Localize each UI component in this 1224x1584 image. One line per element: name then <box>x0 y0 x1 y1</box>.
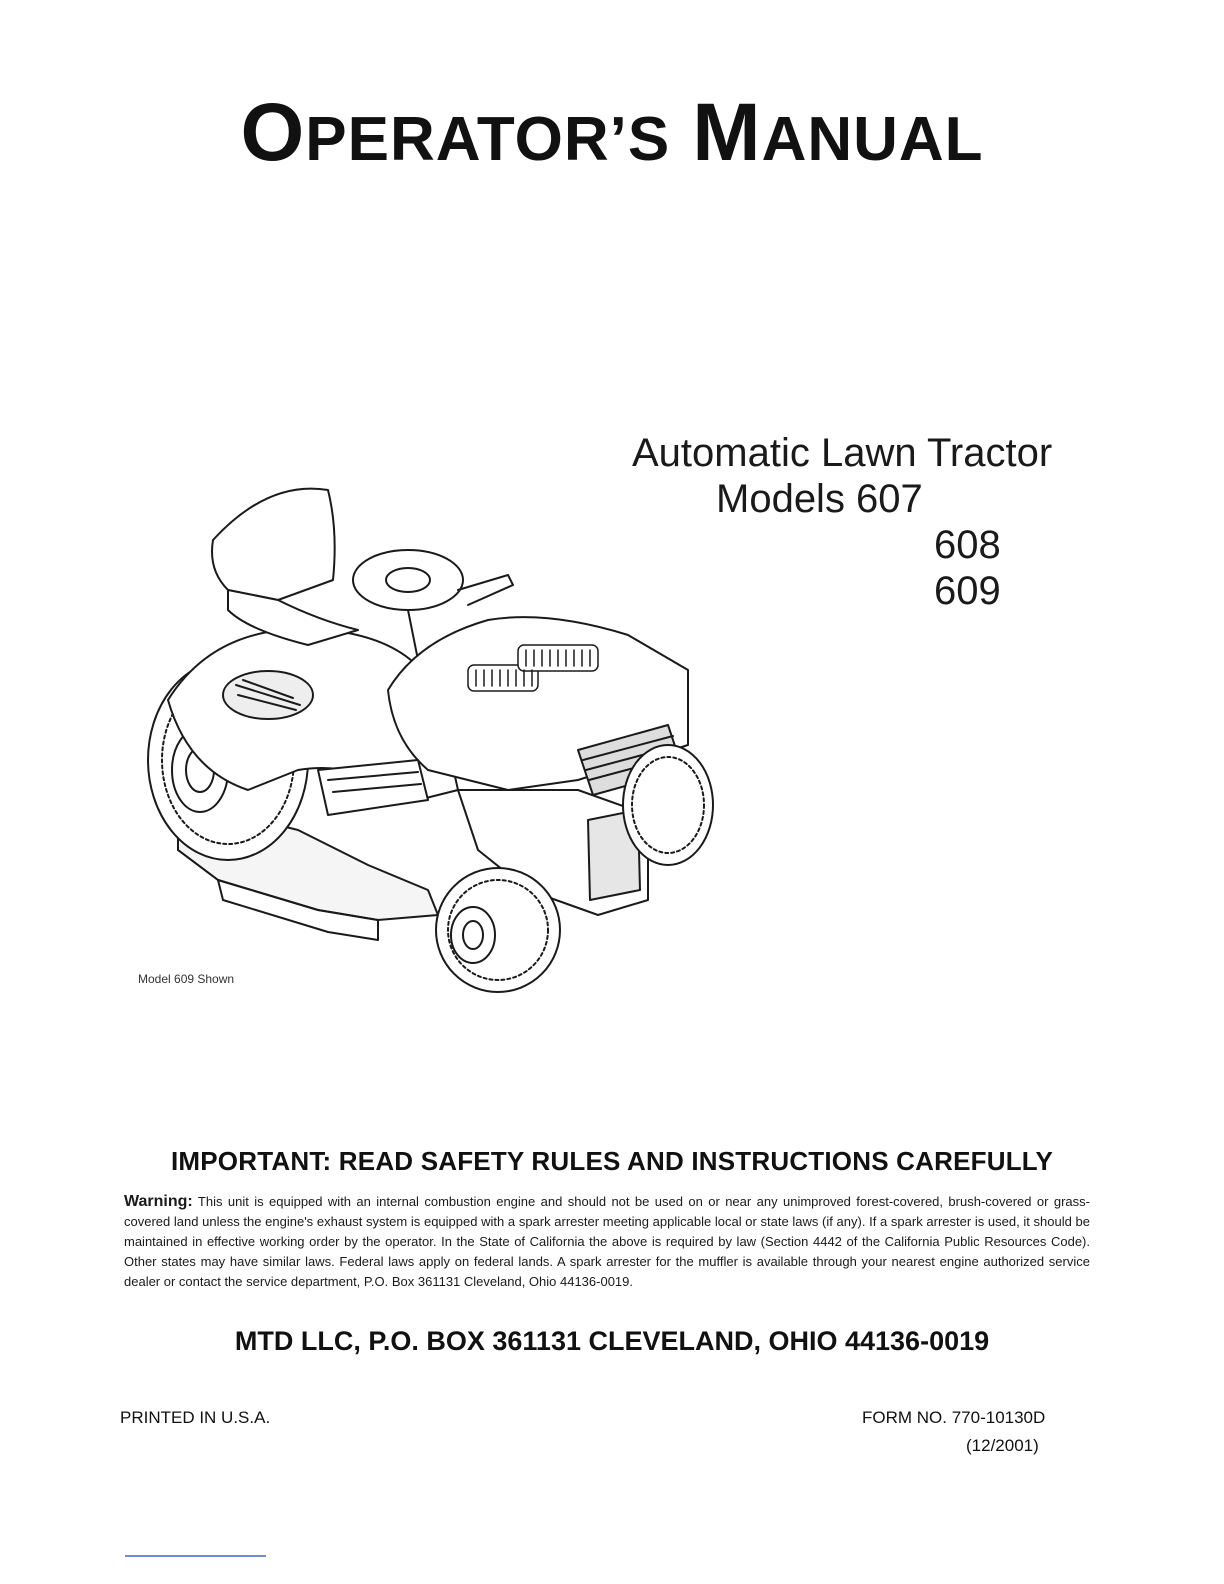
model-608: 608 <box>934 523 1001 567</box>
warning-paragraph <box>124 1192 1090 1292</box>
company-address: MTD LLC, P.O. BOX 361131 CLEVELAND, OHIO 44136-0019 <box>234 1326 990 1356</box>
title-initial-m: M <box>692 87 762 178</box>
bottom-rule <box>125 1555 266 1557</box>
warning-label: Warning: <box>124 1193 193 1210</box>
manual-title <box>0 87 1224 178</box>
illustration-caption: Model 609 Shown <box>138 972 235 986</box>
important-heading: IMPORTANT: READ SAFETY RULES AND INSTRUCTIONS CAREFULLY <box>170 1146 1054 1176</box>
printed-in: PRINTED IN U.S.A. <box>120 1408 271 1427</box>
models-label: Models 607 <box>716 477 923 521</box>
title-initial-o: O <box>240 87 306 178</box>
warning-text: This unit is equipped with an internal combustion engine and should not be used on or near any unimproved forest-covered, brush-covered or grass-covered land unless the engine's exhaust system is equipped with a spark arrester meeting applicable local or state laws (if any). If a spark arrester is used, it should be maintained in effective working order by the operator. In the State of California the above is required by law (Section 4442 of the California Public Resources Code). Other states may have similar laws. Federal laws apply on federal lands. A spark arrester for the muffler is available through your nearest engine authorized service dealer or contact the service department, P.O. Box 361131 Cleveland, Ohio 44136-0019. <box>124 1194 1090 1289</box>
lawn-tractor-illustration <box>128 470 728 1010</box>
product-name: Automatic Lawn Tractor <box>632 431 1053 475</box>
form-number: FORM NO. 770-10130D <box>862 1408 1046 1427</box>
title-operators: PERATOR’S <box>305 105 671 174</box>
form-date: (12/2001) <box>966 1436 1039 1455</box>
model-609: 609 <box>934 569 1001 613</box>
title-anual: ANUAL <box>761 105 984 174</box>
